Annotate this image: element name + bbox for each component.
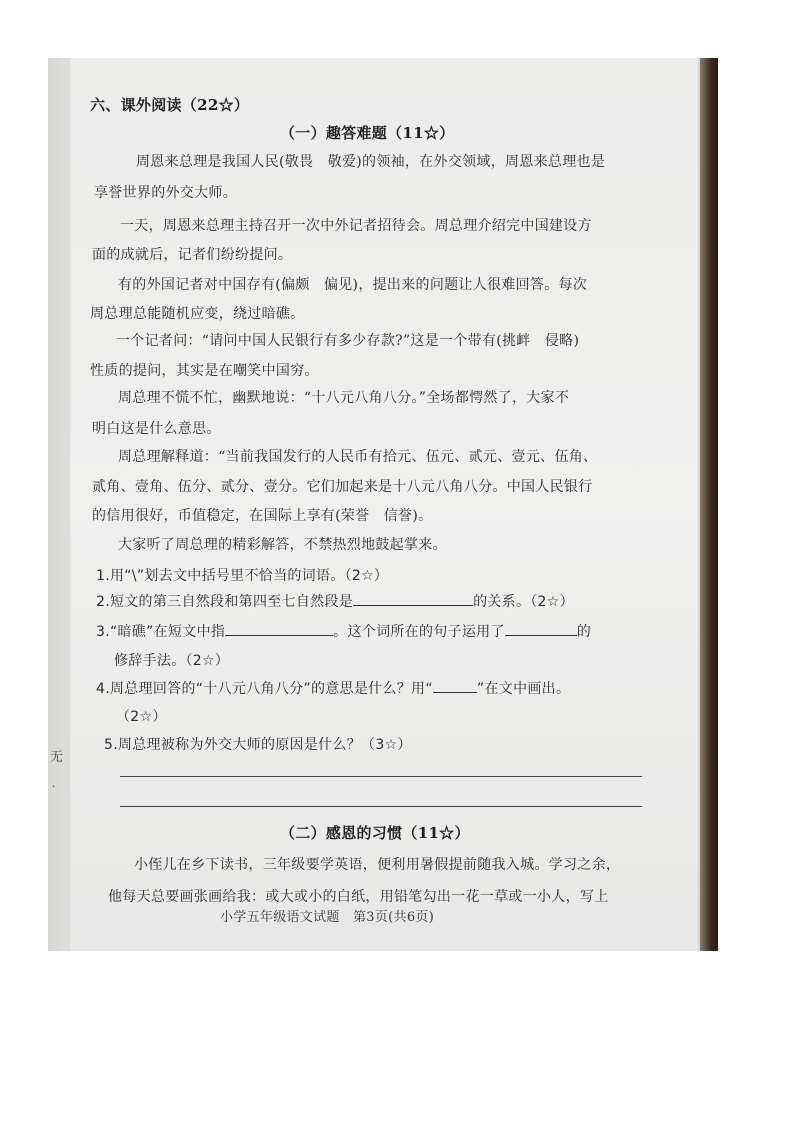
question-2-suffix: 的关系。（2☆） [473,594,574,610]
question-4-text: 4.周总理回答的“十八元八角八分”的意思是什么？用“ [96,681,433,697]
passage-line: 大家听了周总理的精彩解答，不禁热烈地鼓起掌来。 [118,537,447,553]
answer-blank[interactable] [353,591,473,606]
question-3-end: 的 [576,624,592,640]
underline-mark [433,678,477,693]
answer-blank[interactable] [225,621,333,636]
passage-line: 面的成就后，记者们纷纷提问。 [92,247,293,263]
passage-line: 贰角、壹角、伍分、贰分、壹分。它们加起来是十八元八角八分。中国人民银行 [92,479,593,495]
question-4-suffix: ”在文中画出。 [476,681,571,697]
question-3-text: 3.“暗礁”在短文中指 [96,624,226,640]
passage-line: 享誉世界的外交大师。 [94,185,237,201]
margin-mark: 无 [50,750,64,765]
question-5: 5.周总理被称为外交大师的原因是什么？（3☆） [104,737,412,753]
passage-line: 他每天总要画张画给我：或大或小的白纸，用铅笔勾出一花一草或一小人，写上 [108,889,609,905]
photo-background-edge [700,58,718,951]
question-2-text: 2.短文的第三自然段和第四至七自然段是 [96,594,354,610]
passage-line: 的信用很好，币值稳定，在国际上享有(荣誉 信誉)。 [92,508,433,524]
question-4 [96,678,570,698]
passage-line: 明白这是什么意思。 [92,421,221,437]
passage-line: 性质的提问，其实是在嘲笑中国穷。 [90,363,319,379]
page-footer: 小学五年级语文试题 第3页(共6页) [220,910,435,925]
passage-line: 周总理不慌不忙，幽默地说：“十八元八角八分。”全场都愕然了，大家不 [118,390,570,406]
question-3-cont: 修辞手法。（2☆） [114,653,230,669]
part2-title: （二）感恩的习惯（11☆） [280,824,470,842]
question-1: 1.用“\”划去文中括号里不恰当的词语。（2☆） [96,568,389,584]
passage-line: 一天，周恩来总理主持召开一次中外记者招待会。周总理介绍完中国建设方 [120,218,592,234]
passage-line: 周恩来总理是我国人民(敬畏 敬爱)的领袖，在外交领域，周恩来总理也是 [136,154,606,170]
answer-line[interactable] [120,806,642,807]
question-3 [96,621,591,641]
passage-line: 有的外国记者对中国存有(偏颇 偏见)，提出来的问题让人很难回答。每次 [118,277,588,293]
scanned-photo [48,58,718,951]
exam-paper [70,58,698,951]
answer-blank[interactable] [505,621,577,636]
section-title: 六、课外阅读（22☆） [90,96,250,114]
answer-line[interactable] [120,776,642,777]
margin-dot: · [52,782,56,793]
passage-line: 一个记者问：“请问中国人民银行有多少存款?”这是一个带有(挑衅 侵略) [116,333,580,349]
passage-line: 小侄儿在乡下读书，三年级要学英语，便利用暑假提前随我入城。学习之余， [134,857,621,873]
passage-line: 周总理总能随机应变，绕过暗礁。 [90,306,305,322]
question-2 [96,591,574,611]
passage-line: 周总理解释道：“当前我国发行的人民币有拾元、伍元、贰元、壹元、伍角、 [118,449,598,465]
part1-title: （一）趣答难题（11☆） [280,124,455,142]
question-3-mid: 。这个词所在的句子运用了 [333,624,505,640]
question-4-cont: （2☆） [116,709,167,725]
